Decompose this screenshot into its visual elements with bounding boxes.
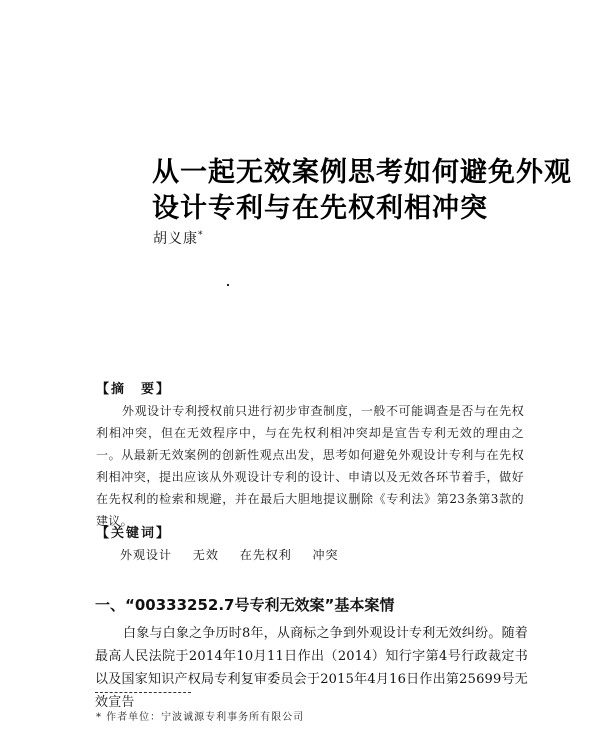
footnote: * 作者单位：宁波诚源专利事务所有限公司 xyxy=(96,712,305,723)
page-title-line-1: 从一起无效案例思考如何避免外观 xyxy=(152,157,572,188)
page-title-line-2: 设计专利与在先权利相冲突 xyxy=(152,193,488,224)
footnote-divider xyxy=(95,692,191,693)
keyword-item: 无效 xyxy=(192,548,219,562)
section-body-text: 白象与白象之争历时8年，从商标之争到外观设计专利无效纠纷。随着最高人民法院于2014年10月11日作出（2014）知行字第4号行政裁定书以及国家知识产权局专利复审委员会于2015年4月16日作出第25699号无效宣告 xyxy=(95,626,528,710)
author-footnote-mark: * xyxy=(198,230,204,241)
keyword-item: 外观设计 xyxy=(120,548,173,562)
author xyxy=(153,228,204,248)
keywords-label: 【关键词】 xyxy=(96,526,172,541)
abstract-text: 外观设计专利授权前只进行初步审查制度，一般不可能调查是否与在先权利相冲突，但在无效程序中，与在先权利相冲突却是宣告专利无效的理由之一。从最新无效案例的创新性观点出发，思考如何避免外观设计专利与在先权利相冲突，提出应该从外观设计专利的设计、申请以及无效各环节着手，做好在先权利的检索和规避，并在最后大胆地提议删除《专利法》第23条第3款的建议。 xyxy=(96,404,524,528)
keywords-list xyxy=(120,546,355,563)
abstract-label: 【摘 要】 xyxy=(96,382,172,397)
keyword-item: 冲突 xyxy=(312,548,339,562)
keyword-item: 在先权利 xyxy=(239,548,292,562)
stray-dot xyxy=(227,284,229,286)
author-name: 胡义康 xyxy=(153,231,198,247)
section-heading: 一、“00333252.7号专利无效案”基本案情 xyxy=(95,596,395,614)
